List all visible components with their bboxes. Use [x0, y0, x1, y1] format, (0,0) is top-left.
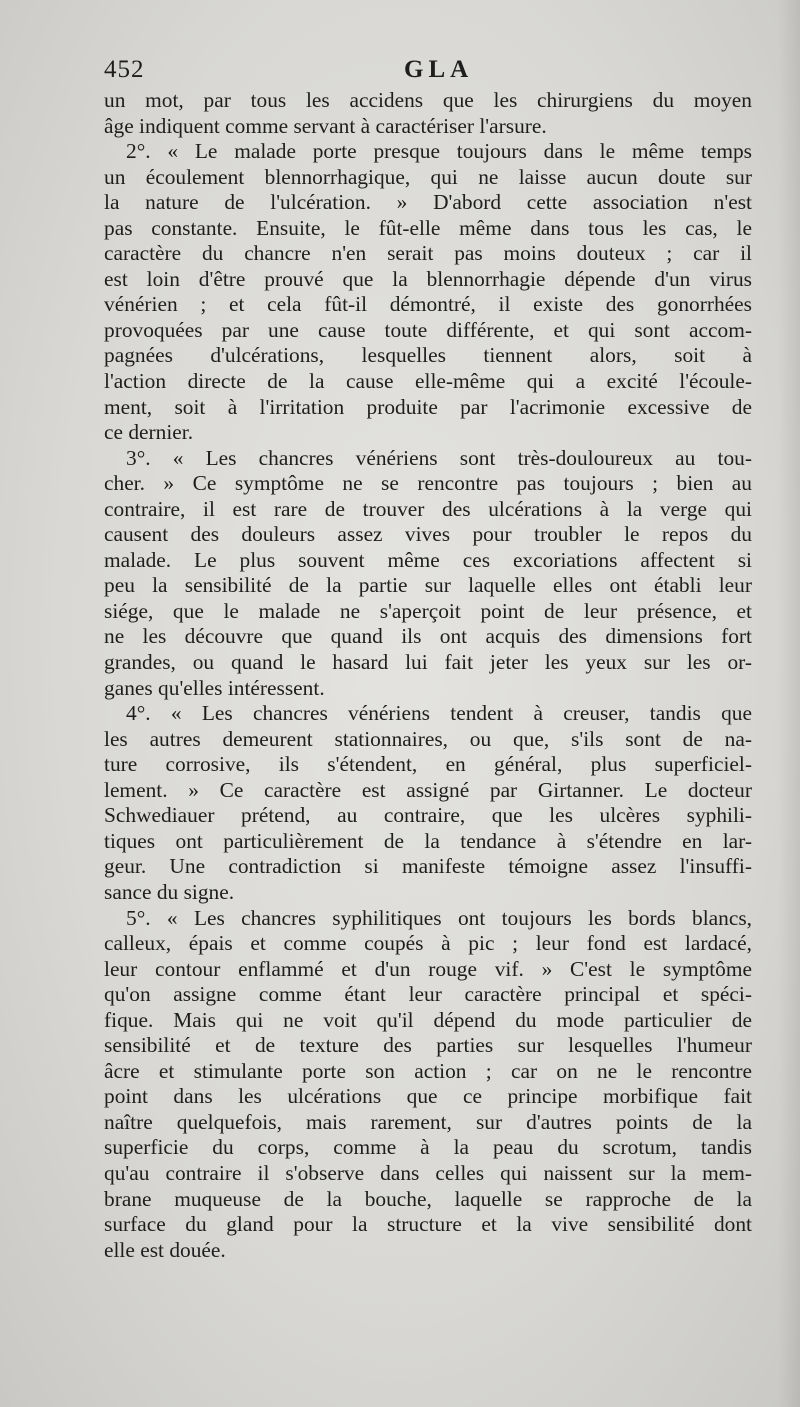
text-line: provoquées par une cause toute différente, et qui sont accom- — [104, 317, 752, 342]
text-line: les autres demeurent stationnaires, ou que, s'ils sont de na- — [104, 726, 752, 751]
text-line: lement. » Ce caractère est assigné par Girtanner. Le docteur — [104, 777, 752, 802]
text-line: malade. Le plus souvent même ces excoriations affectent si — [104, 547, 752, 572]
text-line: surface du gland pour la structure et la vive sensibilité dont — [104, 1212, 752, 1237]
page-header — [104, 56, 754, 92]
text-line: est loin d'être prouvé que la blennorrhagie dépende d'un virus — [104, 266, 752, 291]
text-line: qu'on assigne comme étant leur caractère principal et spéci- — [104, 982, 752, 1007]
text-line: tiques ont particulièrement de la tendance à s'étendre en lar- — [104, 828, 752, 853]
text-line: l'action directe de la cause elle-même qui a excité l'écoule- — [104, 369, 752, 394]
text-line: ce dernier. — [104, 420, 194, 445]
text-line: pagnées d'ulcérations, lesquelles tiennent alors, soit à — [104, 343, 752, 368]
text-line: sance du signe. — [104, 879, 235, 904]
text-line: causent des douleurs assez vives pour troubler le repos du — [104, 522, 752, 547]
text-line: grandes, ou quand le hasard lui fait jeter les yeux sur les or- — [104, 650, 752, 675]
text-line: ne les découvre que quand ils ont acquis des dimensions fort — [104, 624, 752, 649]
text-line: âcre et stimulante porte son action ; car on ne le rencontre — [104, 1058, 752, 1083]
text-line: 4°. « Les chancres vénériens tendent à creuser, tandis que — [126, 701, 752, 726]
text-line: sensibilité et de texture des parties sur lesquelles l'humeur — [104, 1033, 752, 1058]
text-line: geur. Une contradiction si manifeste témoigne assez l'insuffi- — [104, 854, 752, 879]
text-line: un mot, par tous les accidens que les chirurgiens du moyen — [104, 88, 752, 112]
text-line: 2°. « Le malade porte presque toujours dans le même temps — [126, 139, 752, 164]
text-line: vénérien ; et cela fût-il démontré, il existe des gonorrhées — [104, 292, 752, 317]
text-line: pas constante. Ensuite, le fût-elle même dans tous les cas, le — [104, 215, 752, 240]
text-line: brane muqueuse de la bouche, laquelle se rapproche de la — [104, 1186, 752, 1211]
text-line: ment, soit à l'irritation produite par l'acrimonie excessive de — [104, 394, 752, 419]
text-line: fique. Mais qui ne voit qu'il dépend du mode particulier de — [104, 1007, 752, 1032]
text-line: peu la sensibilité de la partie sur laquelle elles ont établi leur — [104, 573, 752, 598]
text-line: calleux, épais et comme coupés à pic ; leur fond est lardacé, — [104, 931, 752, 956]
text-line: Schwediauer prétend, au contraire, que les ulcères syphili- — [104, 803, 752, 828]
page-edge-shadow — [778, 0, 800, 1407]
text-line: leur contour enflammé et d'un rouge vif. » C'est le symptôme — [104, 956, 752, 981]
page-number: 452 — [104, 56, 145, 83]
text-line: cher. » Ce symptôme ne se rencontre pas toujours ; bien au — [104, 471, 752, 496]
text-line: naître quelquefois, mais rarement, sur d'autres points de la — [104, 1109, 752, 1134]
text-line: qu'au contraire il s'observe dans celles qui naissent sur la mem- — [104, 1160, 752, 1185]
text-line: superficie du corps, comme à la peau du scrotum, tandis — [104, 1135, 752, 1160]
text-line: caractère du chancre n'en serait pas moins douteux ; car il — [104, 241, 752, 266]
text-line: âge indiquent comme servant à caractériser l'arsure. — [104, 113, 547, 138]
text-line: ganes qu'elles intéressent. — [104, 675, 325, 700]
text-line: ture corrosive, ils s'étendent, en général, plus superficiel- — [104, 752, 752, 777]
text-line: siége, que le malade ne s'aperçoit point de leur présence, et — [104, 598, 752, 623]
text-line: 3°. « Les chancres vénériens sont très-douloureux au tou- — [126, 445, 752, 470]
text-line: 5°. « Les chancres syphilitiques ont toujours les bords blancs, — [126, 905, 752, 930]
text-line: un écoulement blennorrhagique, qui ne laisse aucun doute sur — [104, 164, 752, 189]
text-line: contraire, il est rare de trouver des ulcérations à la verge qui — [104, 496, 752, 521]
text-line: point dans les ulcérations que ce principe morbifique fait — [104, 1084, 752, 1109]
text-line: elle est douée. — [104, 1237, 226, 1262]
body-text — [104, 88, 752, 1263]
running-head: GLA — [404, 56, 474, 83]
text-line: la nature de l'ulcération. » D'abord cette association n'est — [104, 190, 752, 215]
